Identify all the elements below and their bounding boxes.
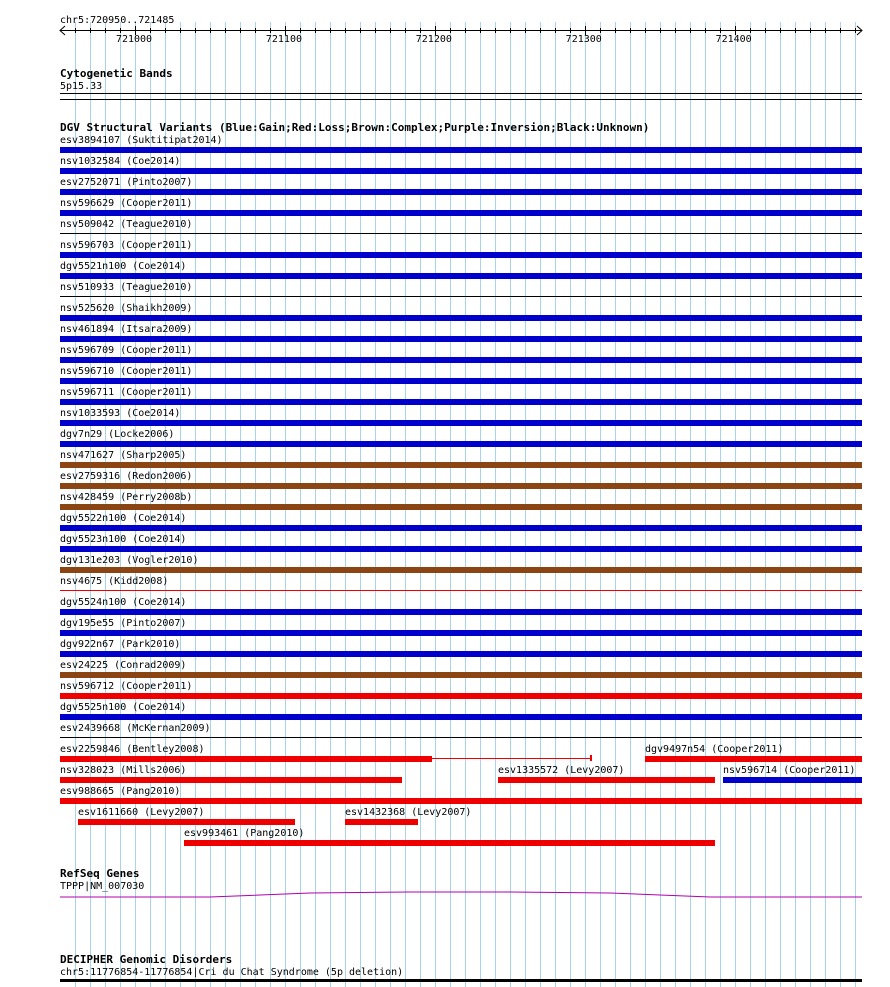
variant-bar[interactable] xyxy=(723,777,862,783)
variant-label[interactable]: nsv596629 (Cooper2011) xyxy=(60,198,193,209)
variant-label[interactable]: esv1611660 (Levy2007) xyxy=(78,807,205,818)
variant-label[interactable]: esv1335572 (Levy2007) xyxy=(498,765,625,776)
variant-bar[interactable] xyxy=(60,233,862,234)
variant-label[interactable]: nsv328023 (Mills2006) xyxy=(60,765,187,776)
variant-label[interactable]: dgv5523n100 (Coe2014) xyxy=(60,534,187,545)
variant-bar[interactable] xyxy=(60,252,862,258)
variant-label[interactable]: nsv428459 (Perry2008b) xyxy=(60,492,193,503)
cytoband-line-top xyxy=(60,93,862,94)
variant-bar[interactable] xyxy=(60,336,862,342)
variant-label[interactable]: nsv525620 (Shaikh2009) xyxy=(60,303,193,314)
variant-label[interactable]: nsv510933 (Teague2010) xyxy=(60,282,193,293)
variant-label[interactable]: nsv509042 (Teague2010) xyxy=(60,219,193,230)
variant-label[interactable]: esv2759316 (Redon2006) xyxy=(60,471,193,482)
variant-bar[interactable] xyxy=(60,420,862,426)
variant-label[interactable]: esv24225 (Conrad2009) xyxy=(60,660,187,671)
variant-bar[interactable] xyxy=(60,315,862,321)
variant-extension[interactable] xyxy=(432,758,592,759)
variant-label[interactable]: nsv596709 (Cooper2011) xyxy=(60,345,193,356)
refseq-gene-label[interactable]: TPPP|NM_007030 xyxy=(60,881,145,892)
variant-label[interactable]: nsv1033593 (Coe2014) xyxy=(60,408,181,419)
variant-bar[interactable] xyxy=(60,672,862,678)
variant-label[interactable]: esv988665 (Pang2010) xyxy=(60,786,181,797)
variant-bar[interactable] xyxy=(60,210,862,216)
variant-bar[interactable] xyxy=(60,546,862,552)
cytoband-line-bottom xyxy=(60,99,862,100)
variant-bar[interactable] xyxy=(498,777,715,783)
variant-bar[interactable] xyxy=(60,189,862,195)
variant-label[interactable]: dgv5522n100 (Coe2014) xyxy=(60,513,187,524)
dgv-track-title[interactable]: DGV Structural Variants (Blue:Gain;Red:Loss;Brown:Complex;Purple:Inversion;Black:Unknown) xyxy=(60,121,650,134)
variant-bar[interactable] xyxy=(60,756,432,762)
variant-bar[interactable] xyxy=(60,296,862,297)
ruler-tick-label: 721400 xyxy=(715,34,752,45)
variant-label[interactable]: dgv9497n54 (Cooper2011) xyxy=(645,744,784,755)
ruler-tick-label: 721200 xyxy=(415,34,452,45)
variant-bar[interactable] xyxy=(60,714,862,720)
variant-label[interactable]: esv1432368 (Levy2007) xyxy=(345,807,472,818)
variant-bar[interactable] xyxy=(60,147,862,153)
decipher-bar[interactable] xyxy=(60,979,862,982)
refseq-gene-line[interactable] xyxy=(0,885,890,905)
ruler-tick-label: 721300 xyxy=(565,34,602,45)
variant-label[interactable]: esv993461 (Pang2010) xyxy=(184,828,305,839)
variant-label[interactable]: dgv922n67 (Park2010) xyxy=(60,639,181,650)
cytoband-track-title[interactable]: Cytogenetic Bands xyxy=(60,67,173,80)
variant-bar[interactable] xyxy=(60,693,862,699)
variant-label[interactable]: dgv5521n100 (Coe2014) xyxy=(60,261,187,272)
variant-label[interactable]: esv3894107 (Suktitipat2014) xyxy=(60,135,223,146)
variant-label[interactable]: nsv461894 (Itsara2009) xyxy=(60,324,193,335)
variant-bar[interactable] xyxy=(60,630,862,636)
variant-bar[interactable] xyxy=(60,777,402,783)
variant-bar[interactable] xyxy=(78,819,295,825)
decipher-track-title[interactable]: DECIPHER Genomic Disorders xyxy=(60,953,233,966)
variant-label[interactable]: nsv596710 (Cooper2011) xyxy=(60,366,193,377)
variant-end-mark[interactable] xyxy=(590,755,592,761)
variant-bar[interactable] xyxy=(60,567,862,573)
variant-label[interactable]: nsv471627 (Sharp2005) xyxy=(60,450,187,461)
variant-bar[interactable] xyxy=(184,840,715,846)
variant-bar[interactable] xyxy=(60,357,862,363)
variant-bar[interactable] xyxy=(60,483,862,489)
variant-bar[interactable] xyxy=(60,798,862,804)
variant-bar[interactable] xyxy=(60,525,862,531)
variant-bar[interactable] xyxy=(60,651,862,657)
variant-bar[interactable] xyxy=(60,504,862,510)
variant-label[interactable]: nsv4675 (Kidd2008) xyxy=(60,576,169,587)
variant-label[interactable]: dgv5524n100 (Coe2014) xyxy=(60,597,187,608)
variant-bar[interactable] xyxy=(345,819,418,825)
variant-label[interactable]: esv2752071 (Pinto2007) xyxy=(60,177,193,188)
refseq-track-title[interactable]: RefSeq Genes xyxy=(60,867,140,880)
ruler-tick-label: 721000 xyxy=(115,34,153,45)
variant-label[interactable]: dgv5525n100 (Coe2014) xyxy=(60,702,187,713)
variant-bar[interactable] xyxy=(60,462,862,468)
variant-bar[interactable] xyxy=(60,378,862,384)
variant-label[interactable]: dgv7n29 (Locke2006) xyxy=(60,429,175,440)
decipher-label[interactable]: chr5:11776854-11776854|Cri du Chat Syndrome (5p deletion) xyxy=(60,967,404,978)
variant-bar[interactable] xyxy=(60,168,862,174)
variant-bar[interactable] xyxy=(60,609,862,615)
variant-label[interactable]: esv2439668 (McKernan2009) xyxy=(60,723,211,734)
variant-bar[interactable] xyxy=(60,273,862,279)
variant-label[interactable]: nsv596703 (Cooper2011) xyxy=(60,240,193,251)
variant-bar[interactable] xyxy=(645,756,862,762)
variant-label[interactable]: esv2259846 (Bentley2008) xyxy=(60,744,205,755)
variant-bar[interactable] xyxy=(60,399,862,405)
variant-bar[interactable] xyxy=(60,441,862,447)
variant-label[interactable]: nsv596711 (Cooper2011) xyxy=(60,387,193,398)
ruler-tick-label: 721100 xyxy=(265,34,302,45)
variant-label[interactable]: nsv1032584 (Coe2014) xyxy=(60,156,181,167)
ruler-position-label: chr5:720950..721485 xyxy=(60,15,175,26)
cytoband-label: 5p15.33 xyxy=(60,81,103,92)
variant-label[interactable]: dgv195e55 (Pinto2007) xyxy=(60,618,187,629)
variant-label[interactable]: dgv131e203 (Vogler2010) xyxy=(60,555,199,566)
variant-bar[interactable] xyxy=(60,737,862,738)
variant-bar[interactable] xyxy=(60,590,862,591)
variant-label[interactable]: nsv596714 (Cooper2011) xyxy=(723,765,856,776)
variant-label[interactable]: nsv596712 (Cooper2011) xyxy=(60,681,193,692)
